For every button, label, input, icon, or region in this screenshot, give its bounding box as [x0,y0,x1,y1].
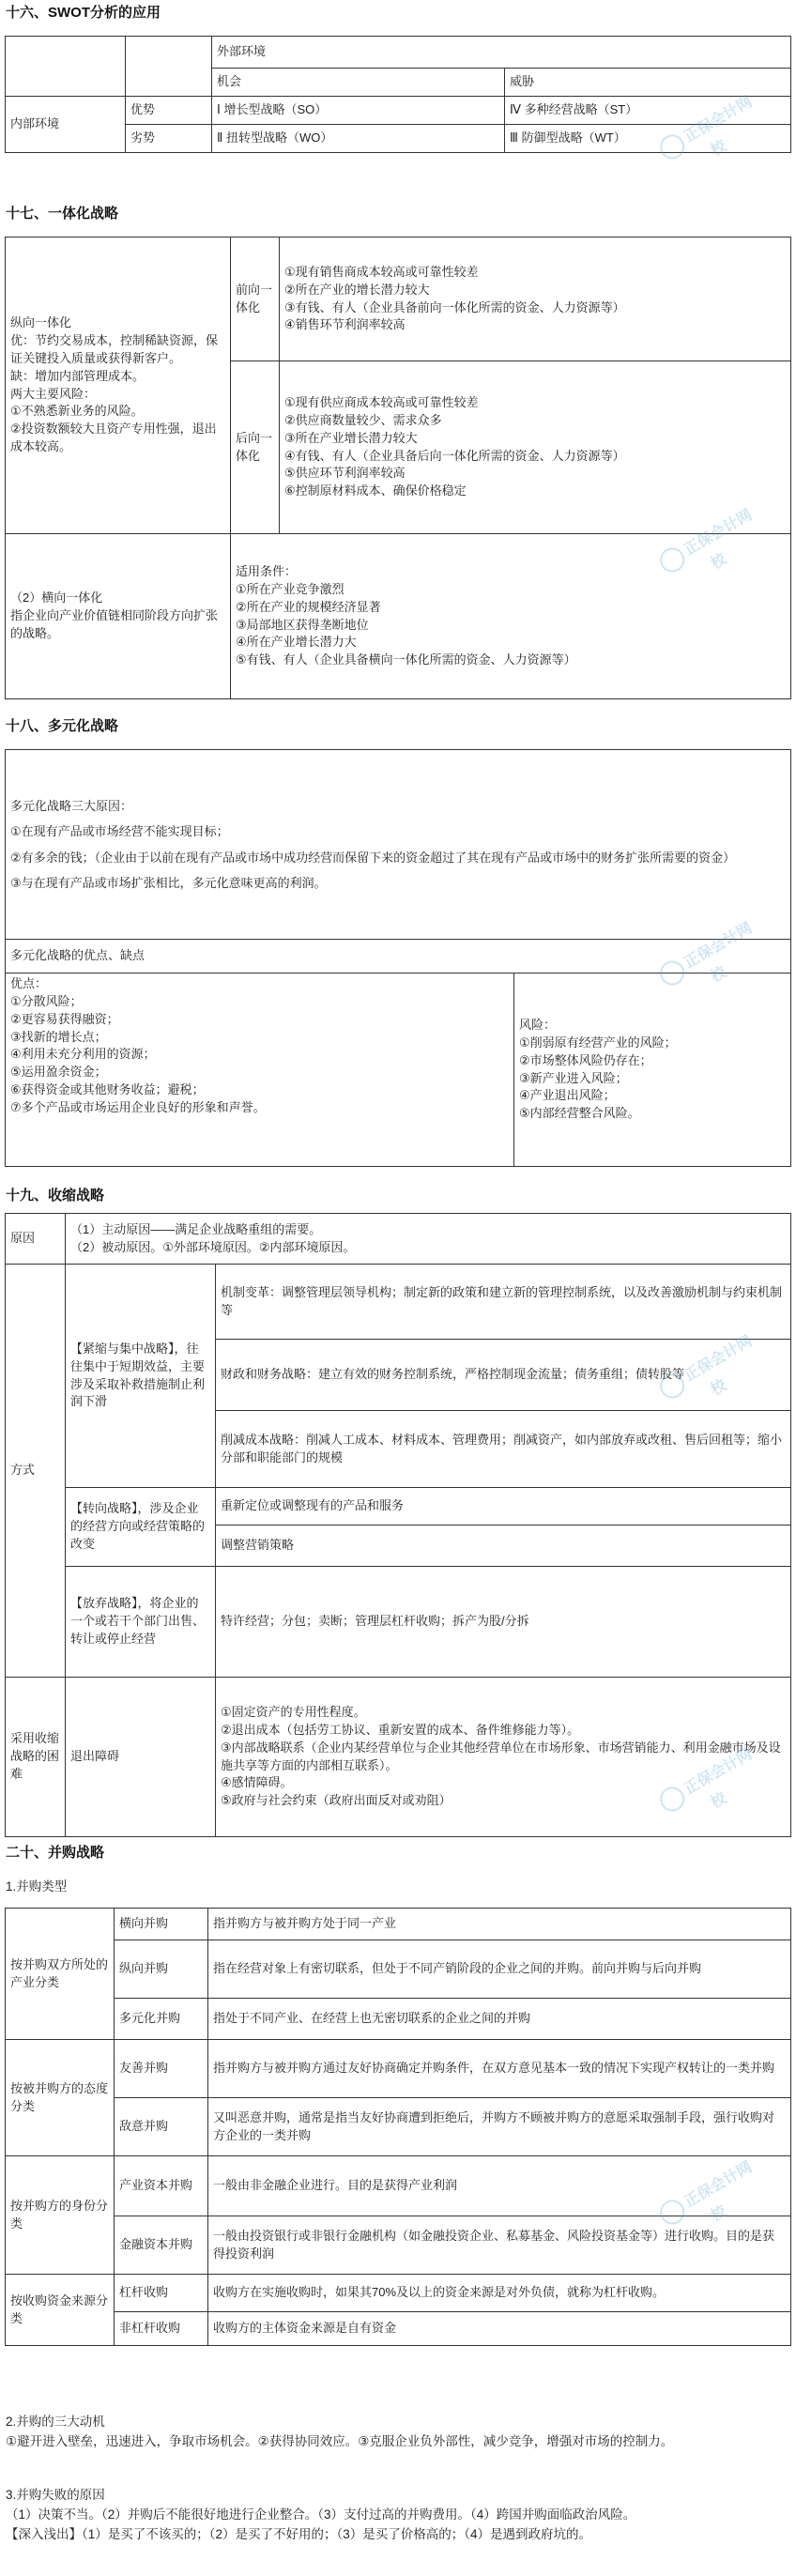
section-17-title: 十七、一体化战略 [6,206,119,222]
weakness-label: 劣势 [126,125,212,153]
horizontal-integration-items: 适用条件： ①所在产业竞争激烈 ②所在产业的规模经济显著 ③局部地区获得垄断地位 ④所在产业增长潜力大 ⑤有钱、有人（企业具备横向一体化所需的资金、人力资源等） [231,534,791,699]
ma-type-name: 金融资本并购 [115,2216,208,2275]
ma-types-table [5,1908,791,2346]
backward-integration-label: 后向一体化 [231,361,280,534]
ma-type-name: 横向并购 [115,1909,208,1940]
watermark-logo: 正保会计网校 [651,1326,773,1423]
forward-integration-items: ①现有销售商成本较高或可靠性较差 ②所在产业的增长潜力较大 ③有钱、有人（企业具备前向一体化所需的资金、人力资源等） ④销售环节利润率较高 [280,238,791,361]
section-20-title: 二十、并购战略 [6,1845,105,1861]
swot-corner [6,37,126,97]
integration-table [5,237,791,699]
strength-label: 优势 [126,97,212,125]
ma-group-identity-label: 按并购方的身份分类 [6,2156,115,2275]
ma-type-name: 多元化并购 [115,1999,208,2040]
ma-types-heading: 1.并购类型 [6,1879,68,1894]
threat-label: 威胁 [505,69,791,97]
swot-corner-2 [126,37,212,97]
tight-strategy-item-3: 削减成本战略：削减人工成本、材料成本、管理费用；削减资产，如内部放弃或改租、售后回租等；缩小分部和职能部门的规模 [216,1411,791,1488]
ma-type-desc: 一般由非金融企业进行。目的是获得产业利润 [208,2156,791,2216]
ma-type-desc: 指处于不同产业、在经营上也无密切联系的企业之间的并购 [208,1999,791,2040]
exit-barrier-items: ①固定资产的专用性程度。 ②退出成本（包括劳工协议、重新安置的成本、备件维修能力等）。 ③内部战略联系（企业内某经营单位与企业其他经营单位在市场形象、市场营销能力、利用金融市场及设施共享等方面的内部相互联系）。 ④感情障碍。 ⑤政府与社会约束（政府出面反对或劝阻） [216,1678,791,1837]
ma-type-desc: 指并购方与被并购方处于同一产业 [208,1909,791,1940]
pros-cons-heading: 多元化战略的优点、缺点 [6,940,791,974]
ma-group-industry-label: 按并购双方所处的产业分类 [6,1909,115,2040]
exit-barrier-label: 退出障碍 [66,1678,216,1837]
vertical-integration-desc: 纵向一体化 优：节约交易成本，控制稀缺资源，保证关键投入质量或获得新客户。 缺：增加内部管理成本。 两大主要风险： ①不熟悉新业务的风险。 ②投资数额较大且资产专用性强，退出成本较高。 [6,238,231,534]
turn-strategy-item-2: 调整营销策略 [216,1526,791,1567]
ma-type-name: 纵向并购 [115,1940,208,1999]
section-19-title: 十九、收缩战略 [6,1188,105,1204]
retrenchment-table [5,1213,791,1837]
external-env-label: 外部环境 [212,37,791,69]
retrenchment-method-label: 方式 [6,1265,66,1678]
tight-strategy-item-2: 财政和财务战略：建立有效的财务控制系统，严格控制现金流量；债务重组；债转股等 [216,1340,791,1411]
ma-type-desc: 一般由投资银行或非银行金融机构（如金融投资企业、私募基金、风险投资基金等）进行收购。目的是获得投资利润 [208,2216,791,2275]
ma-type-name: 非杠杆收购 [115,2312,208,2346]
turn-strategy-item-1: 重新定位或调整现有的产品和服务 [216,1488,791,1526]
abandon-strategy-text: 特许经营；分包；卖断；管理层杠杆收购；拆产为股/分拆 [216,1567,791,1678]
backward-integration-items: ①现有供应商成本较高或可靠性较差 ②供应商数量较少、需求众多 ③所在产业增长潜力较大 ④有钱、有人（企业具备后向一体化所需的资金、人力资源等） ⑤供应环节利润率较高 ⑥控制原材料成本、确保价格稳定 [280,361,791,534]
ma-type-desc: 又叫恶意并购，通常是指当友好协商遭到拒绝后，并购方不顾被并购方的意愿采取强制手段，强行收购对方企业的一类并购 [208,2098,791,2156]
internal-env-label: 内部环境 [6,97,126,153]
ma-type-desc: 收购方的主体资金来源是自有资金 [208,2312,791,2346]
watermark-logo: 正保会计网校 [651,500,773,597]
section-18-title: 十八、多元化战略 [6,718,119,734]
wo-strategy: Ⅱ 扭转型战略（WO） [212,125,505,153]
ma-type-name: 友善并购 [115,2040,208,2098]
diversification-risks: 风险： ①削弱原有经营产业的风险； ②市场整体风险仍存在； ③新产业进入风险； ④产业退出风险； ⑤内部经营整合风险。 [514,974,791,1167]
retrenchment-reason-label: 原因 [6,1214,66,1265]
diversification-reasons: 多元化战略三大原因： ①在现有产品或市场经营不能实现目标； ②有多余的钱；（企业由于以前在现有产品或市场中成功经营而保留下来的资金超过了其在现有产品或市场中的财务扩张所需要的资金） ③与在现有产品或市场扩张相比，多元化意味更高的利润。 [6,750,791,940]
ma-group-attitude-label: 按被并购方的态度分类 [6,2040,115,2156]
ma-type-desc: 指在经营对象上有密切联系，但处于不同产销阶段的企业之间的并购。前向并购与后向并购 [208,1940,791,1999]
ma-failure-reasons: 3.并购失败的原因 （1）决策不当。（2）并购后不能很好地进行企业整合。（3）支付过高的并购费用。（4）跨国并购面临政治风险。 【深入浅出】（1）是买了不该买的；（2）是买了不好用的；（3）是买了价格高的；（4）是遇到政府坑的。 [6,2488,636,2541]
section-16-title: 十六、SWOT分析的应用 [6,5,161,21]
ma-type-name: 产业资本并购 [115,2156,208,2216]
watermark-logo: 正保会计网校 [651,87,773,184]
ma-motives: 2.并购的三大动机 ①避开进入壁垒，迅速进入，争取市场机会。②获得协同效应。③克服企业负外部性，减少竞争，增强对市场的控制力。 [6,2415,674,2448]
ma-type-name: 敌意并购 [115,2098,208,2156]
ma-type-desc: 指并购方与被并购方通过友好协商确定并购条件，在双方意见基本一致的情况下实现产权转让的一类并购 [208,2040,791,2098]
tight-strategy-item-1: 机制变革：调整管理层领导机构；制定新的政策和建立新的管理控制系统，以及改善激励机制与约束机制等 [216,1265,791,1340]
abandon-strategy-label: 【放弃战略】，将企业的一个或若干个部门出售、转让或停止经营 [66,1567,216,1678]
opportunity-label: 机会 [212,69,505,97]
so-strategy: Ⅰ 增长型战略（SO） [212,97,505,125]
ma-group-funding-label: 按收购资金来源分类 [6,2275,115,2346]
watermark-logo: 正保会计网校 [651,913,773,1010]
st-strategy: Ⅳ 多种经营战略（ST） [505,97,791,125]
tight-strategy-label: 【紧缩与集中战略】，往往集中于短期效益，主要涉及采取补救措施制止利润下滑 [66,1265,216,1488]
retrenchment-reason-text: （1）主动原因——满足企业战略重组的需要。 （2）被动原因。①外部环境原因。②内部环境原因。 [66,1214,791,1265]
retrenchment-difficulty-label: 采用收缩战略的困难 [6,1678,66,1837]
turn-strategy-label: 【转向战略】，涉及企业的经营方向或经营策略的改变 [66,1488,216,1567]
watermark-logo: 正保会计网校 [651,1740,773,1836]
watermark-logo: 正保会计网校 [651,2153,773,2249]
horizontal-integration-desc: （2）横向一体化 指企业向产业价值链相同阶段方向扩张的战略。 [6,534,231,699]
ma-type-desc: 收购方在实施收购时，如果其70%及以上的资金来源是对外负债，就称为杠杆收购。 [208,2275,791,2312]
forward-integration-label: 前向一体化 [231,238,280,361]
diversification-pros: 优点： ①分散风险； ②更容易获得融资； ③找新的增长点； ④利用未充分利用的资源； ⑤运用盈余资金； ⑥获得资金或其他财务收益；避税； ⑦多个产品或市场运用企业良好的形象和声誉。 [6,974,514,1167]
wt-strategy: Ⅲ 防御型战略（WT） [505,125,791,153]
ma-type-name: 杠杆收购 [115,2275,208,2312]
